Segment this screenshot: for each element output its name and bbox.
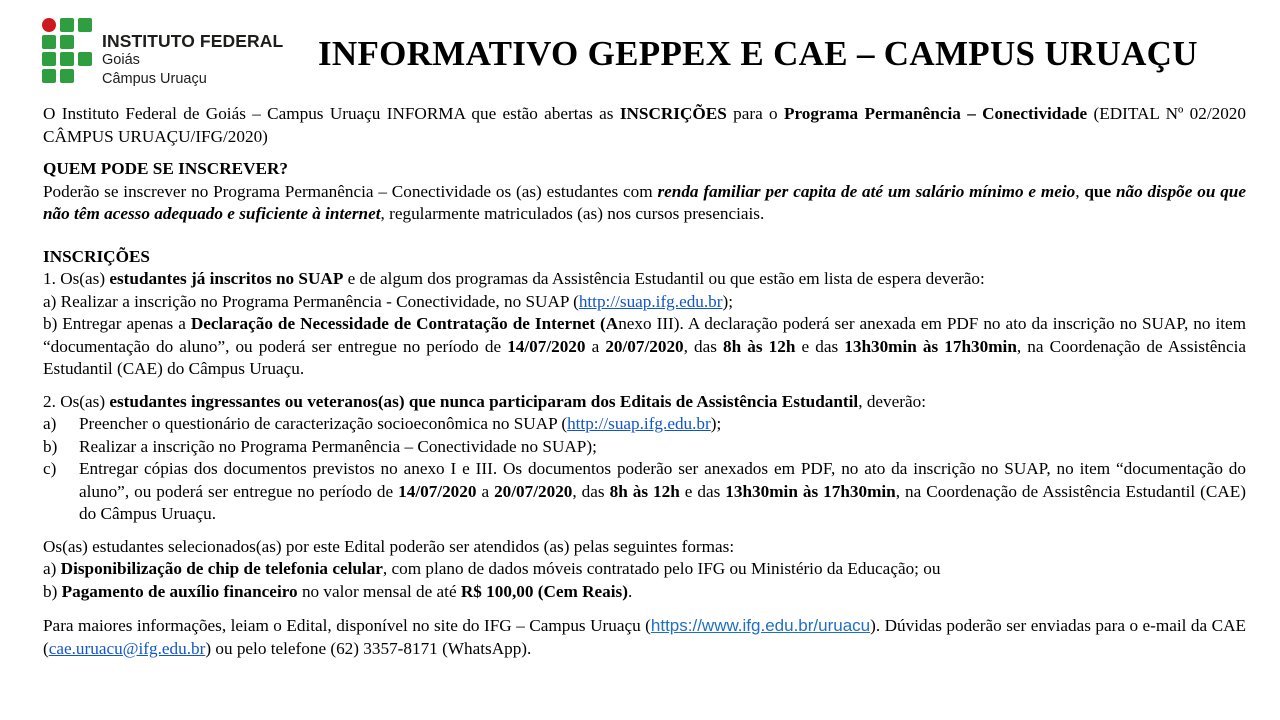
hours-afternoon: 13h30min às 17h30min [844,336,1017,356]
section-heading: QUEM PODE SE INSCREVER? [43,159,288,178]
text: a [585,336,606,356]
list-item [43,436,1246,459]
logo-square [60,69,74,83]
edital-reference: (EDITAL Nº 02/2020 CÂMPUS URUAÇU/IFG/2020) [43,104,1246,146]
text: , das [683,336,724,356]
text: , deverão: [858,391,926,411]
logo-square [60,18,74,32]
text: , com plano de dados móveis contratado pelo IFG ou Ministério da Educação; ou [382,559,941,578]
text-bold-italic: renda familiar per capita de até um salário mínimo e meio [657,181,1076,201]
text: a) [43,559,61,578]
text-bold: estudantes ingressantes ou veteranos(as) que nunca participaram dos Editais de Assistência Estudantil [109,391,859,411]
hours-morning: 8h às 12h [723,336,796,356]
suap-link[interactable]: http://suap.ifg.edu.br [578,291,723,311]
text: e de algum dos programas da Assistência Estudantil ou que estão em lista de espera deverão: [343,269,985,288]
inscricoes-item-1b [43,313,1246,381]
contact-phone: ) ou pelo telefone (62) 3357-8171 (WhatsApp). [205,638,532,658]
text: Entregar cópias dos documentos previstos no anexo I e III. Os documentos poderão ser anexados em PDF, no ato da inscrição no SUAP, no item “documentação do aluno”, ou poderá ser entregue no período de [79,459,1246,501]
text: e das [795,336,845,356]
logo-square [60,35,74,49]
logo-red-circle [42,18,56,32]
text: , regularmente matriculados (as) nos cursos presenciais. [380,204,765,223]
list-item-text [79,413,1246,436]
text-bold: INSCRIÇÕES [619,104,727,123]
logo-square [42,52,56,66]
text-bold: Declaração de Necessidade de Contratação de Internet (A [190,314,619,333]
logo-square [42,69,56,83]
who-heading [43,158,1246,181]
text: e das [679,481,726,501]
text: Preencher o questionário de caracterização socioeconômica no SUAP ( [79,414,568,433]
text: no valor mensal de até [297,581,461,601]
text: ); [722,291,733,311]
inscricoes-item-1a [43,291,1246,314]
who-paragraph [43,181,1246,226]
inscricoes-item-1 [43,268,1246,291]
inscricoes-item-2 [43,391,1246,414]
list-marker: c) [43,459,57,478]
campus-website-link[interactable]: https://www.ifg.edu.br/uruacu [650,616,871,635]
date-end: 20/07/2020 [494,481,573,501]
ifg-logo [42,18,312,88]
logo-state: Goiás [102,52,140,68]
hours-afternoon: 13h30min às 17h30min [725,481,896,501]
list-item [43,458,1246,526]
text: para o [726,104,784,123]
list-item [43,413,1246,436]
logo-square [78,52,92,66]
list-item-text: Realizar a inscrição no Programa Permanência – Conectividade no SUAP); [79,436,597,456]
intro-paragraph [43,103,1246,148]
spacer [43,526,1246,536]
document-body [43,103,1246,660]
formas-item-b [43,581,1246,604]
hours-morning: 8h às 12h [609,481,680,501]
text: , na Coordenação de Assistência Estudantil (CAE) do Câmpus Uruaçu. [43,336,1247,378]
text-bold: que [1084,181,1116,201]
spacer [43,381,1246,391]
date-start: 14/07/2020 [507,336,586,356]
text: b) Entregar apenas a [43,314,191,333]
date-start: 14/07/2020 [398,481,477,501]
cae-email-link[interactable]: cae.uruacu@ifg.edu.br [48,638,206,658]
logo-square [78,18,92,32]
program-name: Programa Permanência – Conectividade [783,104,1088,123]
page-title: INFORMATIVO GEPPEX E CAE – CAMPUS URUAÇU [318,34,1198,73]
text: b) [43,581,62,601]
text: . [627,581,633,601]
text: ); [710,414,722,433]
logo-institution: INSTITUTO FEDERAL [102,31,284,51]
formas-item-a [43,558,1246,581]
section-heading: INSCRIÇÕES [43,246,150,266]
formas-intro: Os(as) estudantes selecionados(as) por este Edital poderão ser atendidos (as) pelas seguintes formas: [43,536,735,556]
text-bold-italic: não dispõe ou que não têm acesso adequado e suficiente à internet [43,181,1246,223]
list-marker: a) [43,414,57,433]
text: Poderão se inscrever no Programa Permanência – Conectividade os (as) estudantes com [43,181,658,201]
logo-text [102,32,283,89]
footer-paragraph [43,615,1246,660]
inscricoes-heading [43,246,1246,269]
date-end: 20/07/2020 [605,336,684,356]
text: Para maiores informações, leiam o Edital, disponível no site do IFG – Campus Uruaçu ( [43,616,651,635]
text: nexo III). A declaração poderá ser anexada em PDF no ato da inscrição no SUAP, no item “documentação do aluno”, ou poderá ser entregue no período de [43,314,1247,356]
text: 1. Os(as) [43,269,110,288]
text-bold: estudantes já inscritos no SUAP [109,269,344,288]
spacer [43,226,1246,246]
ifg-logo-mark [42,18,94,84]
text: , na Coordenação de Assistência Estudantil (CAE) do Câmpus Uruaçu. [79,481,1246,523]
list-marker: b) [43,436,58,456]
logo-campus: Câmpus Uruaçu [102,71,207,87]
spacer [43,603,1246,615]
text: a) Realizar a inscrição no Programa Permanência - Conectividade, no SUAP ( [43,291,579,311]
logo-square [60,52,74,66]
text: a [476,481,495,501]
suap-link[interactable]: http://suap.ifg.edu.br [567,414,711,433]
amount: R$ 100,00 (Cem Reais) [460,581,628,601]
spacer [43,148,1246,158]
logo-square [42,35,56,49]
text-bold: Pagamento de auxílio financeiro [61,581,298,601]
text: ). Dúvidas poderão ser enviadas para o e-mail da CAE ( [43,616,1246,658]
text: 2. Os(as) [43,391,110,411]
list-item-text [79,458,1246,526]
text: O Instituto Federal de Goiás – Campus Uruaçu INFORMA que estão abertas as [43,104,620,123]
text: , das [572,481,610,501]
text-bold: Disponibilização de chip de telefonia celular [60,559,383,578]
text: , [1075,181,1085,201]
